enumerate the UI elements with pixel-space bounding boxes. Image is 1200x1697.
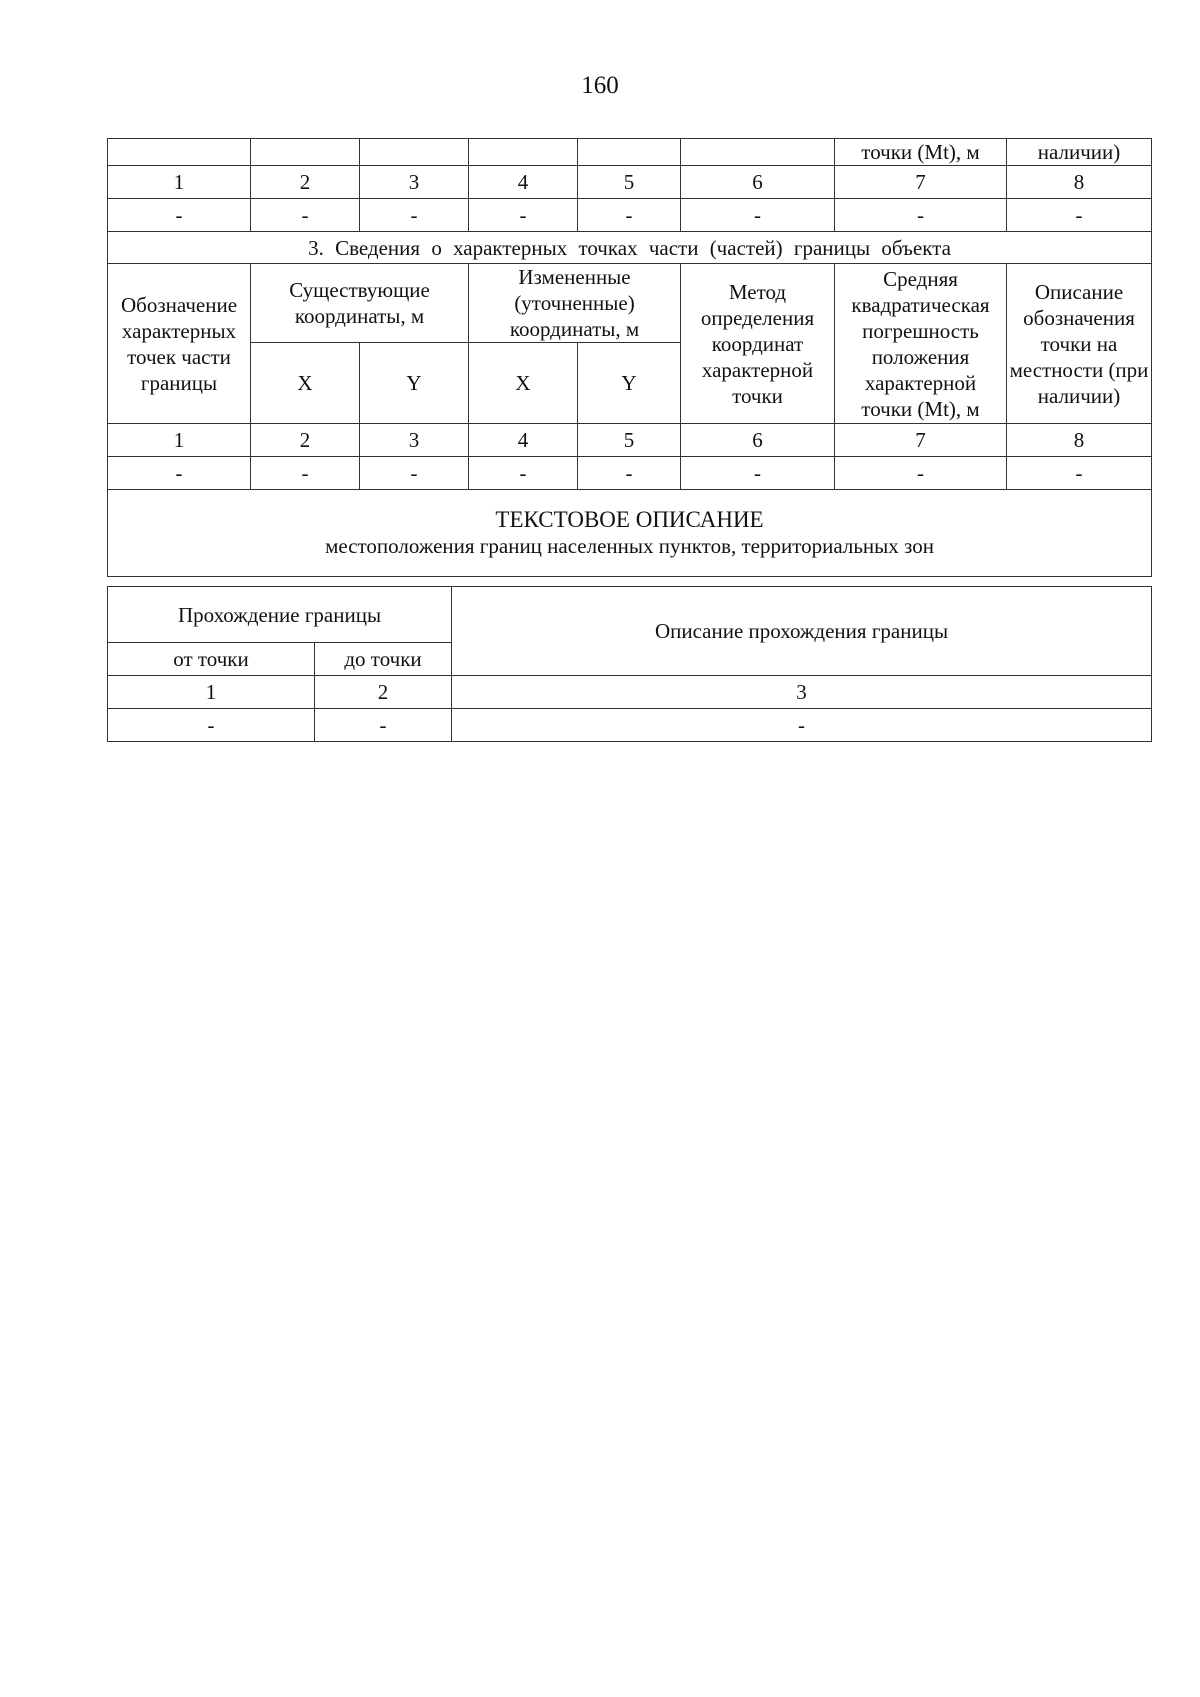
column-number: 3 (360, 166, 469, 199)
section-3-title: 3. Сведения о характерных точках части (частей) границы объекта (108, 232, 1152, 264)
boundary-points-table (107, 138, 1152, 577)
table-cell (360, 139, 469, 166)
table-cell: - (469, 457, 578, 490)
table-cell (578, 139, 681, 166)
header-from-point: от точки (108, 643, 315, 676)
data-row (108, 709, 1152, 742)
page-number: 160 (581, 72, 619, 99)
carryover-header-row (108, 139, 1152, 166)
header-changed-coords: Измененные (уточненные) координаты, м (469, 264, 681, 343)
header-to-point: до точки (315, 643, 452, 676)
data-row (108, 457, 1152, 490)
header-x-existing: X (251, 343, 360, 424)
table-cell: - (1007, 199, 1152, 232)
column-number: 8 (1007, 166, 1152, 199)
header-x-changed: X (469, 343, 578, 424)
header-existing-coords: Существующие координаты, м (251, 264, 469, 343)
column-number: 4 (469, 424, 578, 457)
carryover-number-row (108, 166, 1152, 199)
column-number: 7 (835, 166, 1007, 199)
column-number: 1 (108, 424, 251, 457)
table-cell: - (108, 709, 315, 742)
column-number: 5 (578, 424, 681, 457)
table-cell (681, 139, 835, 166)
header-passage-description: Описание прохождения границы (452, 587, 1152, 676)
column-number: 8 (1007, 424, 1152, 457)
carryover-data-row (108, 199, 1152, 232)
header-point-description: Описание обозначения точки на местности (при наличии) (1007, 264, 1152, 424)
table-cell: - (108, 199, 251, 232)
table-cell (469, 139, 578, 166)
table-cell: - (251, 457, 360, 490)
text-description-cell (108, 490, 1152, 577)
header-mean-error: Средняя квадратическая погрешность положения характерной точки (Mt), м (835, 264, 1007, 424)
header-boundary-passage: Прохождение границы (108, 587, 452, 643)
table-cell: - (835, 199, 1007, 232)
table-cell: - (469, 199, 578, 232)
table-cell: - (681, 199, 835, 232)
table-cell: - (360, 457, 469, 490)
column-number: 6 (681, 424, 835, 457)
column-number: 2 (315, 676, 452, 709)
number-row (108, 676, 1152, 709)
column-number: 5 (578, 166, 681, 199)
column-number: 2 (251, 424, 360, 457)
table-cell: - (108, 457, 251, 490)
header-y-existing: Y (360, 343, 469, 424)
table-cell: точки (Mt), м (835, 139, 1007, 166)
table-cell: - (452, 709, 1152, 742)
text-description-title: ТЕКСТОВОЕ ОПИСАНИЕ (495, 507, 764, 532)
column-number: 4 (469, 166, 578, 199)
table-cell: - (578, 457, 681, 490)
header-point-designation: Обозначение характерных точек части границы (108, 264, 251, 424)
column-number: 3 (452, 676, 1152, 709)
table-cell: - (251, 199, 360, 232)
table-cell: - (681, 457, 835, 490)
number-row (108, 424, 1152, 457)
column-number: 3 (360, 424, 469, 457)
header-method: Метод определения координат характерной точки (681, 264, 835, 424)
table-cell: - (315, 709, 452, 742)
text-description-subtitle: местоположения границ населенных пунктов, территориальных зон (325, 534, 934, 558)
table-cell: - (360, 199, 469, 232)
header-row (108, 587, 1152, 643)
table-cell: - (835, 457, 1007, 490)
text-description-row (108, 490, 1152, 577)
column-number: 7 (835, 424, 1007, 457)
boundary-passage-table (107, 586, 1152, 742)
column-number: 6 (681, 166, 835, 199)
header-y-changed: Y (578, 343, 681, 424)
column-number: 1 (108, 676, 315, 709)
header-row (108, 264, 1152, 343)
section-row (108, 232, 1152, 264)
table-cell (251, 139, 360, 166)
column-number: 2 (251, 166, 360, 199)
table-cell: наличии) (1007, 139, 1152, 166)
column-number: 1 (108, 166, 251, 199)
table-cell (108, 139, 251, 166)
table-cell: - (1007, 457, 1152, 490)
table-cell: - (578, 199, 681, 232)
